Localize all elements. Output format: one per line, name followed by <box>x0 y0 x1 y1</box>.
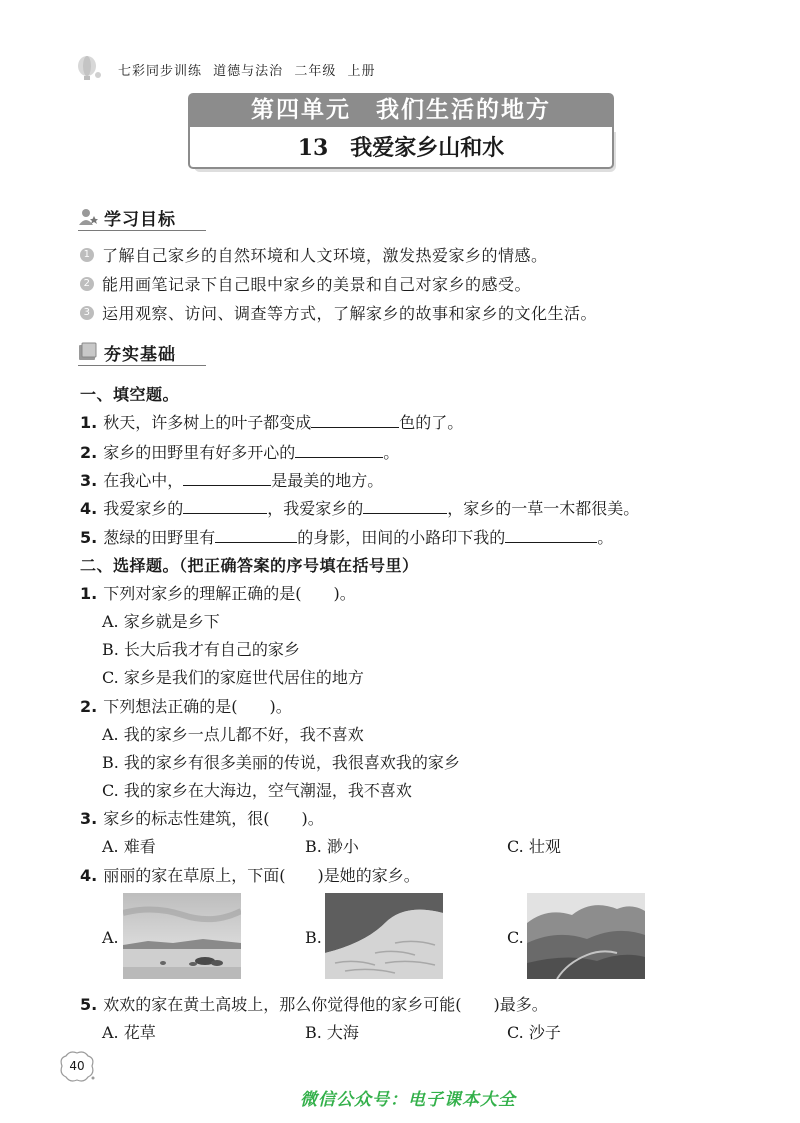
part2-title: 二、选择题。（把正确答案的序号填在括号里） <box>80 556 419 575</box>
option-a[interactable]: A. 花草 <box>102 1023 156 1042</box>
subject-name: 道德与法治 <box>213 64 284 79</box>
option-b[interactable]: B. 大海 <box>305 1023 359 1042</box>
part1-title: 一、填空题。 <box>80 385 180 404</box>
answer-blank[interactable] <box>183 497 267 514</box>
goal-item <box>80 272 531 295</box>
choice-question-2: 2. 下列想法正确的是( )。 <box>80 697 292 716</box>
option-a[interactable]: A. 难看 <box>102 837 156 856</box>
goal-text: 能用画笔记录下自己眼中家乡的美景和自己对家乡的感受。 <box>102 275 532 294</box>
grassland-photo[interactable] <box>123 893 241 979</box>
goal-text: 了解自己家乡的自然环境和人文环境，激发热爱家乡的情感。 <box>102 246 548 265</box>
goals-section-head <box>78 204 218 230</box>
answer-blank[interactable] <box>505 526 597 543</box>
option-c[interactable]: C. 家乡是我们的家庭世代居住的地方 <box>102 668 364 687</box>
page-number-badge <box>58 1050 96 1084</box>
answer-blank[interactable] <box>363 497 447 514</box>
option-c[interactable]: C. 沙子 <box>507 1023 561 1042</box>
option-b[interactable]: B. 渺小 <box>305 837 359 856</box>
option-a[interactable]: A. 我的家乡一点儿都不好，我不喜欢 <box>102 725 364 744</box>
option-a[interactable]: A. 家乡就是乡下 <box>102 612 220 631</box>
goal-number: 3 <box>80 306 94 320</box>
answer-blank[interactable] <box>295 441 383 458</box>
person-star-icon <box>78 207 98 227</box>
running-header <box>118 60 375 79</box>
fill-question-1: 1. 秋天，许多树上的叶子都变成 色的了。 <box>80 413 464 432</box>
option-c[interactable]: C. <box>507 928 524 947</box>
answer-blank[interactable] <box>311 411 399 428</box>
goal-number: 2 <box>80 277 94 291</box>
mountain-forest-photo[interactable] <box>527 893 645 979</box>
balloon-icon <box>74 55 102 81</box>
choice-question-1: 1. 下列对家乡的理解正确的是( )。 <box>80 584 356 603</box>
basics-section-head <box>78 339 218 365</box>
answer-blank[interactable] <box>215 526 297 543</box>
choice-question-4: 4. 丽丽的家在草原上，下面( )是她的家乡。 <box>80 866 420 885</box>
grade-name: 二年级 <box>294 64 337 79</box>
goal-text: 运用观察、访问、调查等方式，了解家乡的故事和家乡的文化生活。 <box>102 304 598 323</box>
answer-blank[interactable] <box>183 469 271 486</box>
choice-question-5: 5. 欢欢的家在黄土高坡上，那么你觉得他的家乡可能( )最多。 <box>80 995 548 1014</box>
choice-question-3: 3. 家乡的标志性建筑，很( )。 <box>80 809 324 828</box>
option-b[interactable]: B. 我的家乡有很多美丽的传说，我很喜欢我的家乡 <box>102 753 460 772</box>
option-c[interactable]: C. 壮观 <box>507 837 561 856</box>
watermark-text: 微信公众号：电子课本大全 <box>300 1090 516 1110</box>
page-number: 40 <box>69 1059 85 1073</box>
goals-heading: 学习目标 <box>104 209 176 230</box>
fill-question-5: 5. 葱绿的田野里有 的身影，田间的小路印下我的 。 <box>80 528 614 547</box>
goal-item <box>80 243 548 266</box>
book-icon <box>78 342 98 362</box>
desert-photo[interactable] <box>325 893 443 979</box>
basics-heading: 夯实基础 <box>104 344 176 365</box>
volume-name: 上册 <box>347 64 376 79</box>
fill-question-3: 3. 在我心中， 是最美的地方。 <box>80 471 384 490</box>
option-c[interactable]: C. 我的家乡在大海边，空气潮湿，我不喜欢 <box>102 781 412 800</box>
unit-title: 第四单元 我们生活的地方 <box>188 93 614 127</box>
fill-question-2: 2. 家乡的田野里有好多开心的 。 <box>80 443 400 462</box>
lesson-title: 13 我爱家乡山和水 <box>188 127 614 169</box>
option-b[interactable]: B. 长大后我才有自己的家乡 <box>102 640 300 659</box>
option-a[interactable]: A. <box>102 928 119 947</box>
option-b[interactable]: B. <box>305 928 322 947</box>
goal-item <box>80 301 597 324</box>
series-name: 七彩同步训练 <box>118 64 203 79</box>
goal-number: 1 <box>80 248 94 262</box>
fill-question-4: 4. 我爱家乡的 ，我爱家乡的 ，家乡的一草一木都很美。 <box>80 499 640 518</box>
